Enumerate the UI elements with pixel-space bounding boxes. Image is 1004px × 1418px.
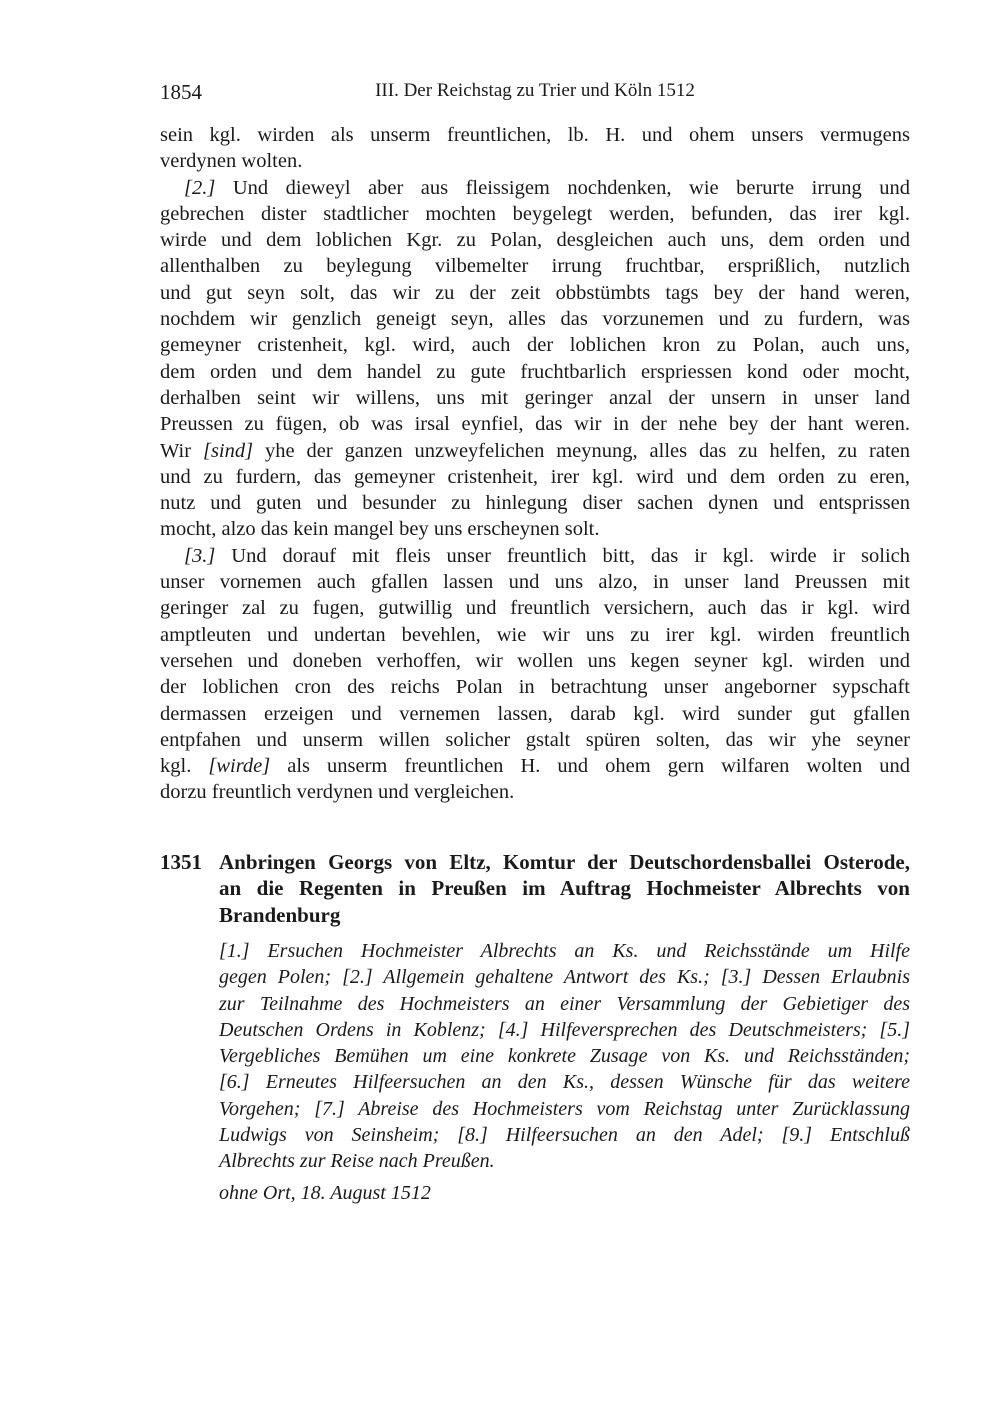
text-segment: dorzu freuntlich verdynen und vergleichen.: [160, 781, 515, 804]
text-segment: zur Teilnahme des Hochmeisters an einer Versammlung der Gebietiger des: [219, 992, 910, 1015]
text-line: [219, 1017, 910, 1043]
text-segment: nochdem wir genzlich geneigt seyn, alles das vorzunemen und zu furdern, was: [160, 308, 910, 331]
text-segment: nutz und guten und besunder zu hinlegung diser sachen dynen und entsprissen: [160, 492, 910, 515]
text-line: [160, 464, 910, 490]
text-line: [160, 753, 910, 779]
text-segment: [6.] Erneutes Hilfeersuchen an den Ks., dessen Wünsche für das weitere: [219, 1071, 910, 1094]
text-line: [160, 701, 910, 727]
text-segment: allenthalben zu beylegung vilbemelter irrung fruchtbar, ersprißlich, nutzlich: [160, 255, 910, 278]
text-segment: Und dieweyl aber aus fleissigem nochdenken, wie berurte irrung und: [215, 176, 910, 199]
text-line: [219, 964, 910, 990]
text-line: [160, 516, 910, 542]
text-line: [160, 622, 910, 648]
text-line: [160, 674, 910, 700]
text-line: [219, 1069, 910, 1095]
text-segment: gebrechen dister stadtlicher mochten beygelegt werden, befunden, das irer kgl.: [160, 202, 910, 225]
text-segment: Vorgehen; [7.] Abreise des Hochmeisters vom Reichstag unter Zurücklassung: [219, 1097, 910, 1120]
text-line: [160, 332, 910, 358]
text-segment: Albrechts zur Reise nach Preußen.: [219, 1150, 495, 1173]
text-segment: dem orden und dem handel zu gute fruchtbarlich erspriessen kond oder mocht,: [160, 360, 910, 383]
page-number: 1854: [160, 80, 202, 104]
text-segment: Brandenburg: [219, 902, 341, 927]
text-segment: yhe der ganzen unzweyfelichen meynung, alles das zu helfen, zu raten: [253, 439, 910, 462]
text-segment: geringer zal zu fugen, gutwillig und freuntlich versichern, auch das ir kgl. wird: [160, 597, 910, 620]
editorial-marker: [sind]: [202, 439, 254, 462]
text-line: [160, 359, 910, 385]
text-line: [160, 569, 910, 595]
text-segment: dermassen erzeigen und vernemen lassen, darab kgl. wird sunder gut gfallen: [160, 702, 910, 725]
editorial-marker: [2.]: [184, 176, 216, 199]
running-title: III. Der Reichstag zu Trier und Köln 1512: [375, 80, 695, 101]
text-segment: Anbringen Georgs von Eltz, Komtur der Deutschordensballei Osterode,: [219, 850, 910, 874]
text-line: [219, 1122, 910, 1148]
editorial-marker: [3.]: [184, 544, 216, 567]
text-line: [219, 1148, 910, 1174]
body-text: [160, 122, 910, 806]
document-summary: [219, 938, 910, 1175]
text-line: [160, 543, 910, 569]
text-line: [219, 1043, 910, 1069]
text-segment: wirde und dem loblichen Kgr. zu Polan, desgleichen auch uns, dem orden und: [160, 229, 910, 252]
text-line: [160, 411, 910, 437]
text-segment: Ludwigs von Seinsheim; [8.] Hilfeersuchen an den Adel; [9.] Entschluß: [219, 1124, 910, 1147]
text-line: [160, 438, 910, 464]
text-segment: und gut seyn solt, das wir zu der zeit obbstümbts tags bey der hand weren,: [160, 281, 910, 304]
text-segment: kgl.: [160, 755, 209, 778]
text-line: [219, 902, 910, 928]
text-segment: amptleuten und undertan bevehlen, wie wir uns zu irer kgl. wirden freuntlich: [160, 623, 910, 646]
text-line: [160, 727, 910, 753]
text-line: [160, 122, 910, 148]
text-segment: Vergebliches Bemühen um eine konkrete Zusage von Ks. und Reichsständen;: [219, 1045, 910, 1068]
text-line: [160, 253, 910, 279]
text-segment: und zu furdern, das gemeyner cristenheit, irer kgl. wird und dem orden zu eren,: [160, 465, 910, 488]
document-title: [219, 849, 910, 928]
text-line: [219, 1096, 910, 1122]
text-line: [160, 648, 910, 674]
document-number: 1351: [160, 850, 202, 874]
text-line: [219, 875, 910, 901]
text-line: [160, 201, 910, 227]
text-line: [160, 490, 910, 516]
text-segment: gemeyner cristenheit, kgl. wird, auch der loblichen kron zu Polan, auch uns,: [160, 334, 910, 357]
text-segment: Deutschen Ordens in Koblenz; [4.] Hilfeversprechen des Deutschmeisters; [5.]: [219, 1018, 910, 1041]
text-line: [219, 938, 910, 964]
text-line: [160, 227, 910, 253]
text-line: [219, 991, 910, 1017]
text-line: [160, 779, 910, 805]
text-line: [219, 849, 910, 875]
text-line: [160, 148, 910, 174]
document-date: ohne Ort, 18. August 1512: [219, 1182, 431, 1204]
text-segment: versehen und doneben verhoffen, wir wollen uns kegen seyner kgl. wirden und: [160, 649, 910, 672]
text-segment: entpfahen und unserm willen solicher gstalt spüren solten, das wir yhe seyner: [160, 728, 910, 751]
text-line: [160, 175, 910, 201]
text-line: [160, 385, 910, 411]
text-segment: unser vornemen auch gfallen lassen und uns alzo, in unser land Preussen mit: [160, 571, 910, 594]
text-segment: derhalben seint wir willens, uns mit geringer anzal der unsern in unser land: [160, 386, 910, 409]
text-segment: gegen Polen; [2.] Allgemein gehaltene Antwort des Ks.; [3.] Dessen Erlaubnis: [219, 966, 910, 989]
text-segment: Preussen zu fügen, ob was irsal eynfiel, das wir in der nehe bey der hant weren.: [160, 413, 910, 436]
text-segment: mocht, alzo das kein mangel bey uns erscheynen solt.: [160, 518, 600, 541]
text-segment: als unserm freuntlichen H. und ohem gern wilfaren wolten und: [270, 755, 910, 778]
editorial-marker: [wirde]: [208, 755, 271, 778]
text-line: [160, 280, 910, 306]
text-segment: verdynen wolten.: [160, 150, 303, 173]
text-segment: der loblichen cron des reichs Polan in betrachtung unser angeborner sypschaft: [160, 676, 910, 699]
text-segment: Und dorauf mit fleis unser freuntlich bitt, das ir kgl. wirde ir solich: [215, 544, 910, 567]
text-line: [160, 595, 910, 621]
text-line: [160, 306, 910, 332]
text-segment: an die Regenten in Preußen im Auftrag Hochmeister Albrechts von: [219, 876, 910, 901]
text-segment: sein kgl. wirden als unserm freuntlichen, lb. H. und ohem unsers vermugens: [160, 124, 910, 146]
text-segment: Wir: [160, 439, 203, 462]
running-header: [160, 80, 910, 108]
text-segment: [1.] Ersuchen Hochmeister Albrechts an Ks. und Reichsstände um Hilfe: [219, 940, 910, 962]
